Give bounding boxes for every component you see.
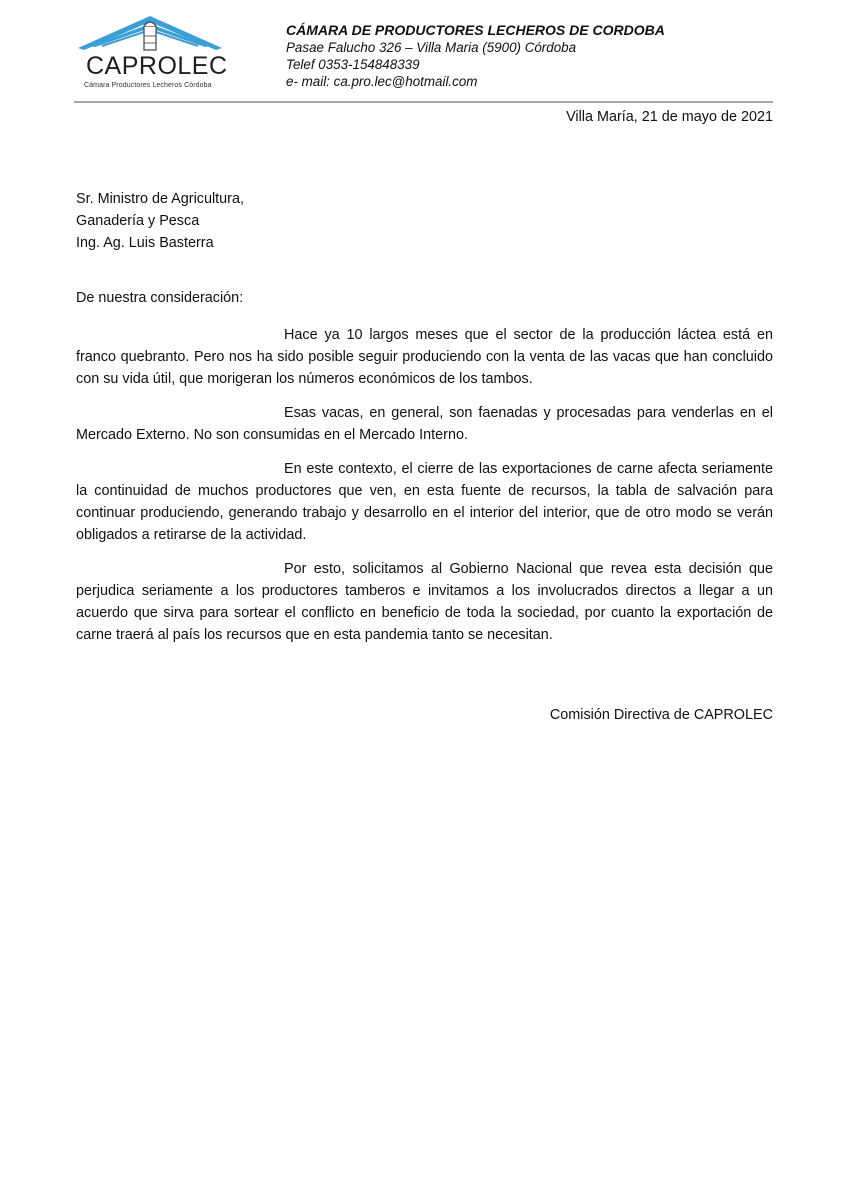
letter-date: Villa María, 21 de mayo de 2021 [566, 109, 773, 125]
letter-body [76, 324, 773, 658]
letterhead-info [286, 22, 665, 90]
signature: Comisión Directiva de CAPROLEC [549, 707, 773, 723]
greeting: De nuestra consideración: [76, 290, 244, 306]
body-paragraph: En este contexto, el cierre de las exportaciones de carne afecta seriamente la continuidad de muchos productores que ven, en esta fuente de recursos, la tabla de salvación para continuar produciendo, generando trabajo y desarrollo en el interior del interior, que de otro modo se verán obligados a retirarse de la actividad. [76, 461, 773, 543]
organization-name: CÁMARA DE PRODUCTORES LECHEROS DE CORDOBA [286, 22, 665, 38]
body-paragraph: Hace ya 10 largos meses que el sector de la producción láctea está en franco quebranto. Pero nos ha sido posible seguir produciendo con la venta de las vacas que han concluido con su vida útil, que morigeran los números económicos de los tambos. [76, 327, 773, 387]
organization-phone: Telef 0353-154848339 [286, 57, 420, 72]
organization-email: e- mail: ca.pro.lec@hotmail.com [286, 74, 478, 89]
addressee-line: Sr. Ministro de Agricultura, [76, 191, 244, 207]
logo-subtitle: Cámara Productores Lecheros Córdoba [84, 82, 212, 89]
header-divider [74, 101, 773, 103]
body-paragraph: Por esto, solicitamos al Gobierno Nacional que revea esta decisión que perjudica seriamente a los productores tamberos e invitamos a los involucrados directos a llegar a un acuerdo que sirva para sortear el conflicto en beneficio de toda la sociedad, por cuanto la exportación de carne traerá al país los recursos que en esta pandemia tanto se necesitan. [76, 561, 773, 643]
logo-name: CAPROLEC [86, 52, 228, 80]
addressee-line: Ganadería y Pesca [76, 213, 200, 229]
addressee-line: Ing. Ag. Luis Basterra [76, 235, 214, 251]
body-paragraph: Esas vacas, en general, son faenadas y procesadas para venderlas en el Mercado Externo. No son consumidas en el Mercado Interno. [76, 405, 773, 443]
caprolec-logo [72, 6, 228, 98]
addressee-block [76, 188, 244, 254]
organization-address: Pasae Falucho 326 – Villa Maria (5900) Córdoba [286, 40, 577, 55]
